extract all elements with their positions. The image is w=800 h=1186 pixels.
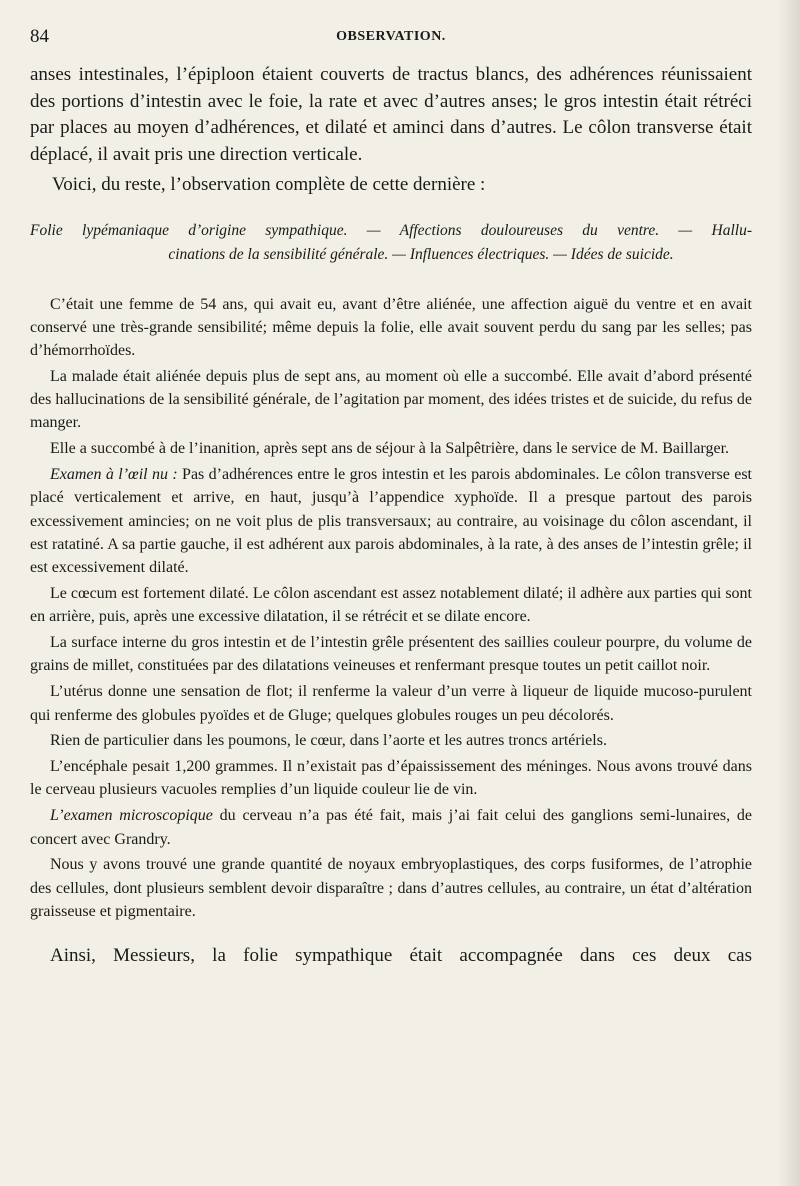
observation-paragraph: Le cœcum est fortement dilaté. Le côlon ascendant est assez notablement dilaté; il adhère aux parties qui sont en arrière, puis, après une excessive dilatation, il se rétrécit et se dilate encore. xyxy=(30,585,752,626)
examen-heading: Examen à l’œil nu : xyxy=(50,466,178,484)
closing-paragraph: Ainsi, Messieurs, la folie sympathique était accompagnée dans ces deux cas xyxy=(50,945,752,967)
paragraph-continuation: anses intestinales, l’épiploon étaient couverts de tractus blancs, des adhérences réunissaient des portions d’intestin avec le foie, la rate et avec d’autres anses; le gros intestin était rétréci par places au moyen d’adhérences, et dilaté et aminci dans d’autres. Le côlon transverse était déplacé, il avait pris une direction verticale. xyxy=(30,64,752,165)
lead-section xyxy=(30,62,752,199)
observation-paragraph: La malade était aliénée depuis plus de sept ans, au moment où elle a succombé. Elle avait d’abord présenté des hallucinations de la sensibilité générale, de l’agitation par moment, des idées tristes et de suicide, du refus de manger. xyxy=(30,367,752,432)
microscopy-heading: L’examen microscopique xyxy=(50,807,213,825)
closing-section xyxy=(30,943,752,969)
observation-title-line-2: cinations de la sensibilité générale. — Influences électriques. — Idées de suicide. xyxy=(168,245,674,263)
observation-paragraph: L’utérus donne une sensation de flot; il renferme la valeur d’un verre à liqueur de liquide mucoso-purulent qui renferme des globules pyoïdes et de Gluge; quelques globules rouges un peu décolorés. xyxy=(30,683,752,724)
observation-title-line-1: Folie lypémaniaque d’origine sympathique. — Affections douloureuses du ventre. — Hallu- xyxy=(30,221,752,239)
observation-paragraph: C’était une femme de 54 ans, qui avait eu, avant d’être aliénée, une affection aiguë du ventre et en avait conservé une très-grande sensibilité; même depuis la folie, elle avait souvent perdu du sang par les selles; pas d’hémorrhoïdes. xyxy=(30,295,752,360)
page-header xyxy=(30,26,752,50)
microscopy-text: du cerveau n’a pas été fait, mais j’ai fait celui des ganglions semi-lunaires, de concert avec Grandry. xyxy=(30,807,752,848)
running-head: OBSERVATION. xyxy=(336,29,446,44)
observation-section xyxy=(30,293,752,924)
observation-paragraph xyxy=(30,804,752,851)
observation-title xyxy=(30,219,752,267)
observation-paragraph xyxy=(30,463,752,579)
observation-paragraph: Rien de particulier dans les poumons, le cœur, dans l’aorte et les autres troncs artériels. xyxy=(50,732,607,750)
observation-paragraph: L’encéphale pesait 1,200 grammes. Il n’existait pas d’épaississement des méninges. Nous avons trouvé dans le cerveau plusieurs vacuoles remplies d’un liquide couleur lie de vin. xyxy=(30,758,752,799)
observation-paragraph: Elle a succombé à de l’inanition, après sept ans de séjour à la Salpêtrière, dans le service de M. Baillarger. xyxy=(50,440,730,458)
observation-paragraph: La surface interne du gros intestin et de l’intestin grêle présentent des saillies couleur pourpre, du volume de grains de millet, constituées par des dilatations veineuses et renfermant presque toutes un petit caillot noir. xyxy=(30,634,752,675)
paragraph-intro-observation: Voici, du reste, l’observation complète de cette dernière : xyxy=(52,174,486,195)
page-body xyxy=(30,62,752,969)
observation-paragraph: Nous y avons trouvé une grande quantité de noyaux embryoplastiques, des corps fusiformes, de l’atrophie des cellules, dont plusieurs semblent devoir disparaître ; dans d’autres cellules, au contraire, un état d’altération graisseuse et pigmentaire. xyxy=(30,856,752,920)
page-number: 84 xyxy=(30,26,49,47)
examen-text: Pas d’adhérences entre le gros intestin et les parois abdominales. Le côlon transverse est placé verticalement et arrive, en haut, jusqu’à l’appendice xyphoïde. Il a presque partout des parois excessivement amincies; on ne voit plus de plis transversaux; au contraire, au voisinage du côlon ascendant, il est ratatiné. A sa partie gauche, il est adhérent aux parois abdominales, à la rate, à des anses de l’intestin grêle; il est excessivement dilaté. xyxy=(30,466,752,577)
